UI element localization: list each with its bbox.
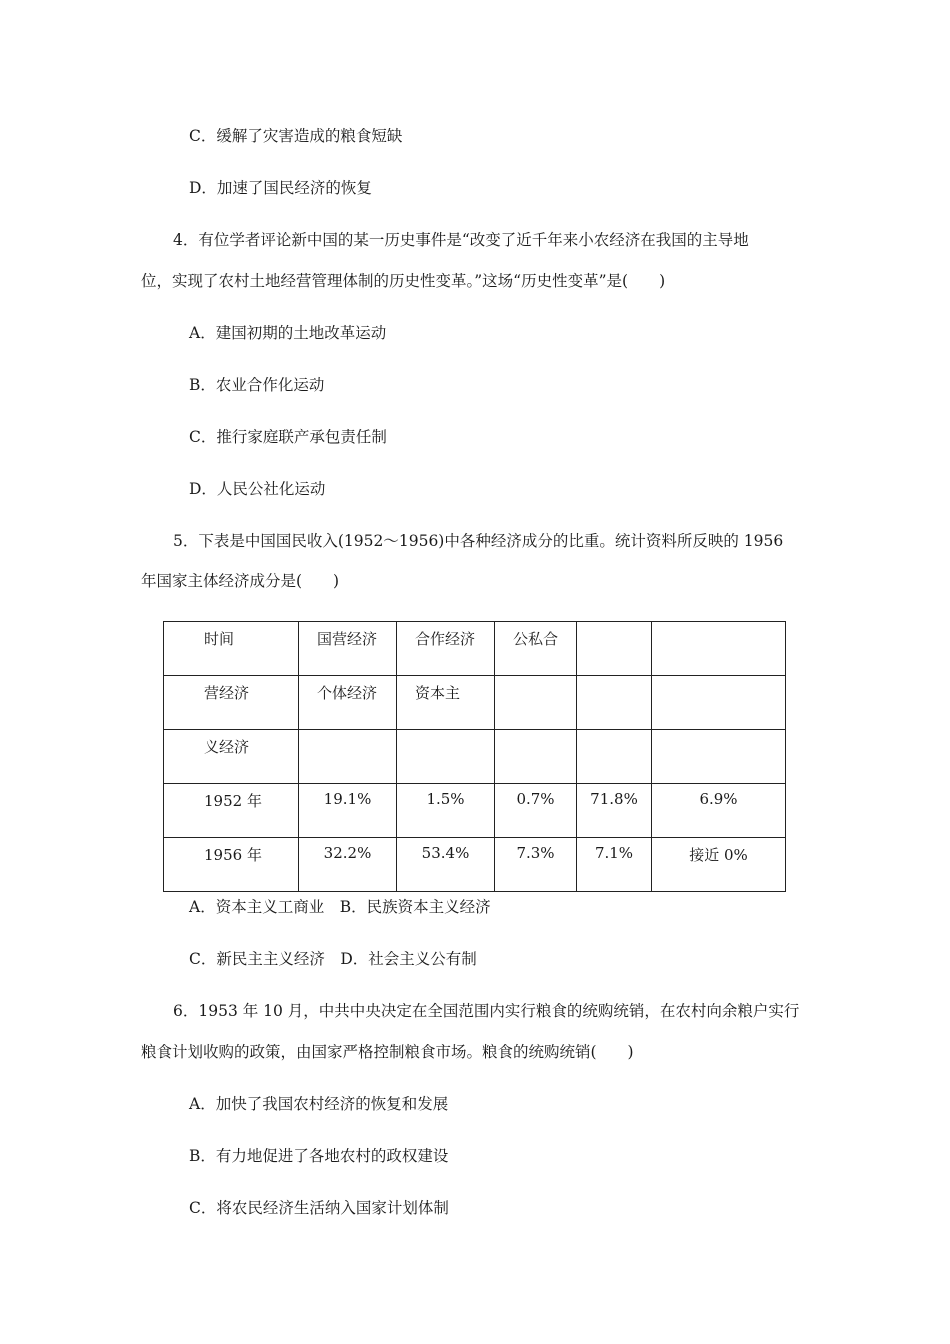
q3-option-c: C．缓解了灾害造成的粮食短缺 bbox=[189, 127, 403, 145]
table-cell bbox=[652, 622, 786, 676]
table-cell: 个体经济 bbox=[299, 676, 397, 730]
table-cell: 1952 年 bbox=[164, 784, 299, 838]
q4-option-c: C．推行家庭联产承包责任制 bbox=[189, 428, 387, 446]
q4-stem-line2: 位，实现了农村土地经营管理体制的历史性变革。”这场“历史性变革”是( ) bbox=[141, 272, 666, 290]
economy-share-table bbox=[163, 621, 786, 892]
table-row bbox=[164, 838, 786, 892]
q5-options-ab: A．资本主义工商业 B．民族资本主义经济 bbox=[189, 898, 491, 916]
q4-option-a: A．建国初期的土地改革运动 bbox=[189, 324, 387, 342]
table-cell: 0.7% bbox=[495, 784, 577, 838]
q5-options-cd: C．新民主主义经济 D．社会主义公有制 bbox=[189, 950, 477, 968]
table-cell: 53.4% bbox=[397, 838, 495, 892]
table-cell bbox=[577, 730, 652, 784]
table-cell bbox=[652, 676, 786, 730]
table-cell: 6.9% bbox=[652, 784, 786, 838]
q6-option-a: A．加快了我国农村经济的恢复和发展 bbox=[189, 1095, 449, 1113]
table-cell: 71.8% bbox=[577, 784, 652, 838]
table-row bbox=[164, 730, 786, 784]
q6-option-b: B．有力地促进了各地农村的政权建设 bbox=[189, 1147, 449, 1165]
q4-stem-line1: 4．有位学者评论新中国的某一历史事件是“改变了近千年来小农经济在我国的主导地 bbox=[173, 231, 749, 249]
table-cell bbox=[577, 622, 652, 676]
table-cell: 1.5% bbox=[397, 784, 495, 838]
table-cell: 公私合 bbox=[495, 622, 577, 676]
table-cell: 营经济 bbox=[164, 676, 299, 730]
q3-option-d: D．加速了国民经济的恢复 bbox=[189, 179, 372, 197]
q4-option-d: D．人民公社化运动 bbox=[189, 480, 326, 498]
q4-option-b: B．农业合作化运动 bbox=[189, 376, 325, 394]
table-cell bbox=[495, 676, 577, 730]
table-cell: 7.3% bbox=[495, 838, 577, 892]
table-cell: 义经济 bbox=[164, 730, 299, 784]
table-row bbox=[164, 676, 786, 730]
table-cell: 19.1% bbox=[299, 784, 397, 838]
q5-stem-line2: 年国家主体经济成分是( ) bbox=[141, 572, 340, 590]
q5-stem-line1: 5．下表是中国国民收入(1952～1956)中各种经济成分的比重。统计资料所反映的 1956 bbox=[173, 532, 784, 550]
table-row bbox=[164, 784, 786, 838]
table-cell bbox=[397, 730, 495, 784]
table-cell: 7.1% bbox=[577, 838, 652, 892]
table-cell: 时间 bbox=[164, 622, 299, 676]
table-row bbox=[164, 622, 786, 676]
table-cell: 合作经济 bbox=[397, 622, 495, 676]
table-cell: 资本主 bbox=[397, 676, 495, 730]
q6-stem-line2: 粮食计划收购的政策，由国家严格控制粮食市场。粮食的统购统销( ) bbox=[141, 1043, 634, 1061]
q6-option-c: C．将农民经济生活纳入国家计划体制 bbox=[189, 1199, 449, 1217]
table-cell bbox=[299, 730, 397, 784]
table-cell bbox=[652, 730, 786, 784]
table-cell: 32.2% bbox=[299, 838, 397, 892]
q6-stem-line1: 6．1953 年 10 月，中共中央决定在全国范围内实行粮食的统购统销，在农村向余粮户实行 bbox=[173, 1002, 800, 1020]
table-cell: 接近 0% bbox=[652, 838, 786, 892]
table-cell bbox=[577, 676, 652, 730]
table-cell: 1956 年 bbox=[164, 838, 299, 892]
table-cell bbox=[495, 730, 577, 784]
table-cell: 国营经济 bbox=[299, 622, 397, 676]
